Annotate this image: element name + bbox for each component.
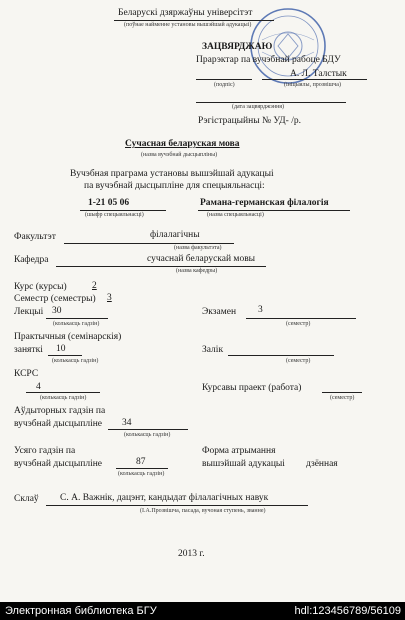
exam-label: Экзамен [202,307,237,317]
faculty-caption: (назва факультэта) [174,245,222,251]
approve-date-caption: (дата зацвярджэння) [232,104,285,110]
total-caption: (колькасць гадзін) [118,471,165,477]
faculty-label: Факультэт [14,232,56,242]
exam-value: 3 [258,305,263,315]
auditory-value: 34 [122,418,132,428]
university-name: Беларускі дзяржаўны універсітэт [118,8,253,18]
ksrs-label: КСРС [14,369,39,379]
spec-code-caption: (шыфр спецыяльнасці) [85,212,144,218]
education-form-value: дзённая [306,459,338,469]
zalik-label: Залік [202,345,224,355]
spec-name-caption: (назва спецыяльнасці) [207,212,264,218]
total-value: 87 [136,457,146,467]
footer-bar [0,602,405,620]
university-caption: (поўнае найменне установы вышэйшай адукацыі) [124,22,252,28]
composer-value: С. А. Важнік, дацэнт, кандыдат філалагічных навук [60,493,269,503]
course-project-label: Курсавы праект (работа) [202,383,302,393]
lectures-label: Лекцыі [14,307,44,317]
ksrs-value: 4 [36,382,41,392]
approve-caption-sign: (подпіс) [214,82,235,88]
course-year-value: 2 [92,281,97,291]
course-name: Сучасная беларуская мова [125,139,240,149]
practical-label-2: заняткі [14,345,43,355]
approve-title: ЗАЦВЯРДЖАЮ [202,42,273,52]
auditory-label-2: вучэбнай дысцыпліне [14,419,103,429]
zalik-caption: (семестр) [286,358,311,364]
program-line1: Вучэбная праграма установы вышэйшай адукацыі [70,169,274,179]
practical-caption: (колькасць гадзін) [52,358,99,364]
department-caption: (назва кафедры) [176,268,218,274]
total-label-2: вучэбнай дысцыпліне [14,459,103,469]
total-label-1: Усяго гадзін па [14,446,76,456]
document-year: 2013 г. [178,549,205,559]
semester-label: Семестр (семестры) [14,294,96,304]
auditory-caption: (колькасць гадзін) [124,432,171,438]
approve-line2: А. Л. Талстык [290,69,347,79]
approve-line1: Прарэктар па вучэбнай рабоце БДУ [196,55,341,65]
exam-caption: (семестр) [286,321,311,327]
course-project-caption: (семестр) [330,395,355,401]
practical-value: 10 [56,344,66,354]
registration-number: Рэгістрацыйны № УД- /р. [198,116,301,126]
education-form-label-1: Форма атрымання [202,446,276,456]
composer-label: Склаў [14,494,39,504]
composer-caption: (І.А.Прозвішча, пасада, вучоная ступень, званне) [140,508,266,514]
approve-caption-name: (ініцыялы, прозвішча) [284,82,341,88]
lectures-caption: (колькасць гадзін) [53,321,100,327]
department-value: сучаснай беларускай мовы [147,254,256,264]
course-year-label: Курс (курсы) [14,282,67,292]
program-line2: па вучэбнай дысцыпліне для спецыяльнасці: [84,181,265,191]
auditory-label-1: Аўдыторных гадзін па [14,406,106,416]
spec-name: Рамана-германская філалогія [200,198,329,208]
faculty-value: філалагічны [150,230,200,240]
department-label: Кафедра [14,255,49,265]
ksrs-caption: (колькасць гадзін) [40,395,87,401]
education-form-label-2: вышэйшай адукацыі [202,459,285,469]
semester-value: 3 [107,293,112,303]
course-name-caption: (назва вучэбнай дысцыпліны) [141,152,218,158]
lectures-value: 30 [52,306,62,316]
footer-handle: hdl:123456789/56109 [294,605,401,617]
spec-code: 1-21 05 06 [88,198,130,208]
footer-library-name: Электронная библиотека БГУ [5,605,157,617]
practical-label: Практычныя (семінарскія) [14,332,122,342]
